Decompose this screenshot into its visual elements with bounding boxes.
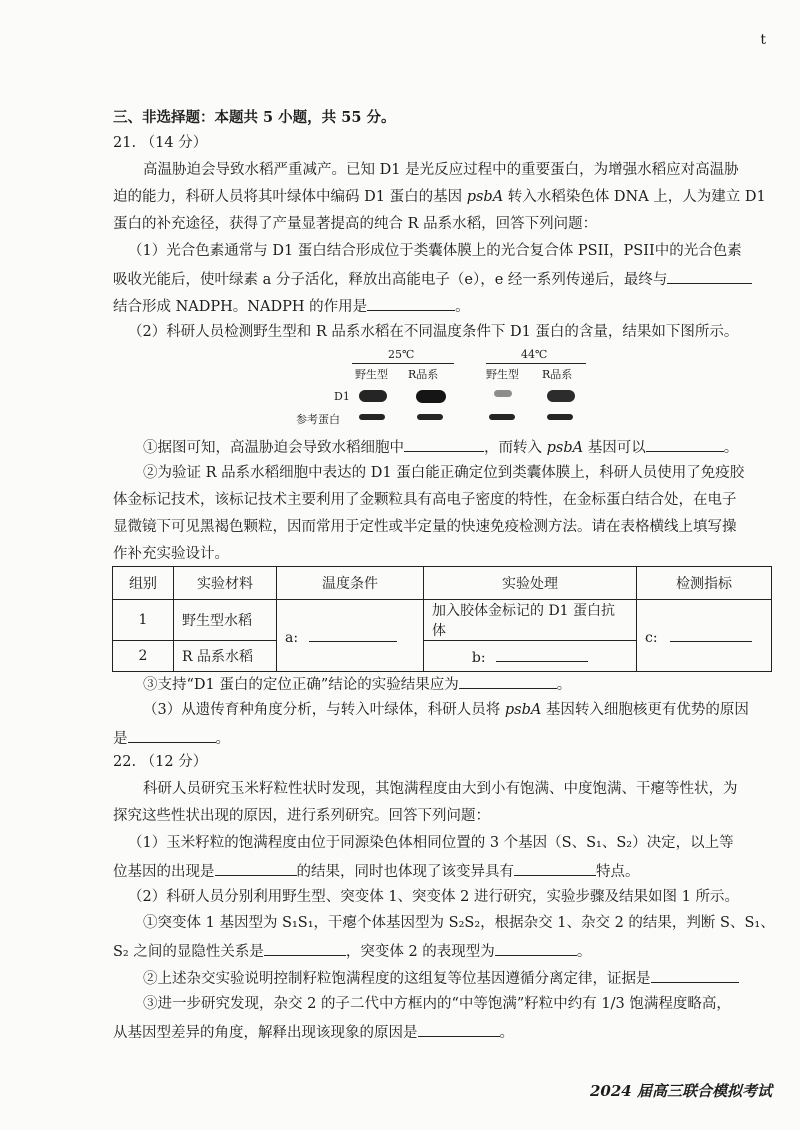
text-run: 作补充实验设计。 <box>113 546 229 562</box>
text-run: （3）从遗传育种角度分析，与转入叶绿体，科研人员将 <box>143 702 505 718</box>
text-line <box>128 887 739 907</box>
text-line <box>143 463 744 483</box>
text-line <box>128 322 738 342</box>
d1-band <box>359 390 388 402</box>
text-run: 21. （14 分） <box>113 135 208 151</box>
text-run: 高温胁迫会导致水稻严重减产。已知 D1 是光反应过程中的重要蛋白，为增强水稻应对高温胁 <box>143 162 739 178</box>
text-line <box>113 1021 514 1043</box>
text-line <box>113 133 207 153</box>
text-run: 。 <box>455 299 470 315</box>
text-run: 。 <box>576 944 592 960</box>
text-run: 体金标记技术，该标记技术主要利用了金颗粒具有高电子密度的特性，在金标蛋白结合处，在电子 <box>113 492 737 508</box>
text-run: 从基因型差异的角度，解释出现该现象的原因是 <box>113 1025 418 1041</box>
reference-band <box>359 414 386 420</box>
answer-blank[interactable] <box>128 727 216 743</box>
text-run: （2）科研人员检测野生型和 R 品系水稻在不同温度条件下 D1 蛋白的含量，结果如下图所示。 <box>128 324 739 340</box>
cell-temperature <box>277 600 424 672</box>
exam-footer: 2024 届高三联合模拟考试 <box>590 1082 772 1100</box>
text-line <box>113 940 591 962</box>
text-line <box>113 187 766 207</box>
answer-blank[interactable] <box>496 646 588 662</box>
text-run: 是 <box>113 731 128 747</box>
d1-band <box>416 390 446 403</box>
d1-band <box>494 390 512 397</box>
row-label-d1: D1 <box>334 390 350 403</box>
text-run: 蛋白的补充途径，获得了产量显著提高的纯合 R 品系水稻，回答下列问题： <box>113 216 598 232</box>
answer-blank[interactable] <box>309 626 397 642</box>
cell-group: 2 <box>113 641 174 672</box>
text-run: （2）科研人员分别利用野生型、突变体 1、突变体 2 进行研究，实验步骤及结果如图 1 所示。 <box>128 889 739 905</box>
text-line <box>128 833 734 853</box>
text-line <box>113 806 490 826</box>
text-run: 。 <box>556 677 572 693</box>
reference-band <box>417 414 444 420</box>
answer-blank[interactable] <box>459 673 557 689</box>
text-run: 探究这些性状出现的原因，进行系列研究。回答下列问题： <box>113 808 490 824</box>
cell-treatment: 加入胶体金标记的 D1 蛋白抗体 <box>424 600 637 641</box>
text-line <box>113 544 229 564</box>
text-line <box>143 436 738 458</box>
temp-rule-25 <box>352 363 454 364</box>
header-indicator: 检测指标 <box>637 567 772 600</box>
text-run: ，而转入 <box>484 440 547 456</box>
text-run: 22. （12 分） <box>113 754 208 770</box>
lane-label: 野生型 <box>355 368 388 381</box>
text-line <box>113 214 597 234</box>
text-line <box>143 913 775 933</box>
answer-blank[interactable] <box>646 436 724 452</box>
header-group: 组别 <box>113 567 174 600</box>
text-run: 。 <box>499 1025 514 1041</box>
reference-band <box>489 414 516 420</box>
text-run: 。 <box>723 440 739 456</box>
answer-blank[interactable] <box>215 860 297 876</box>
answer-blank[interactable] <box>418 1021 500 1037</box>
text-run: 结合形成 NADPH。NADPH 的作用是 <box>113 299 368 315</box>
text-line <box>113 517 737 537</box>
text-run: （1）玉米籽粒的饱满程度由位于同源染色体相同位置的 3 个基因（S、S₁、S₂）决定，以上等 <box>128 835 734 851</box>
temp-rule-44 <box>486 363 586 364</box>
text-run: S₂ 之间的显隐性关系是 <box>113 944 264 960</box>
text-run: psbA <box>466 189 504 205</box>
text-line <box>143 160 739 180</box>
text-run: 。 <box>215 731 230 747</box>
text-line <box>113 490 737 510</box>
text-run: 的结果，同时也体现了该变异具有 <box>296 864 514 880</box>
text-line <box>113 860 640 882</box>
text-run: 转入水稻染色体 DNA 上，人为建立 D1 <box>503 189 766 205</box>
header-material: 实验材料 <box>174 567 277 600</box>
text-run: ①据图可知，高温胁迫会导致水稻细胞中 <box>143 440 404 456</box>
text-line <box>143 779 738 799</box>
cell-group: 1 <box>113 600 174 641</box>
treatment-blank-label: b: <box>471 650 486 666</box>
text-run: 科研人员研究玉米籽粒性状时发现，其饱满程度由大到小有饱满、中度饱满、干瘪等性状，为 <box>143 781 738 797</box>
lane-label: R品系 <box>542 368 573 381</box>
text-line <box>143 994 731 1014</box>
text-line <box>113 752 207 772</box>
answer-blank[interactable] <box>404 436 484 452</box>
text-run: ①突变体 1 基因型为 S₁S₁，干瘪个体基因型为 S₂S₂，根据杂交 1、杂交 2 的结果，判断 S、S₁、 <box>143 915 775 931</box>
experiment-table <box>112 566 772 672</box>
text-line <box>143 967 739 989</box>
lane-label: R品系 <box>408 368 439 381</box>
gel-blot-figure <box>296 348 600 428</box>
corner-mark: t <box>760 32 766 48</box>
text-run: ，突变体 2 的表现型为 <box>345 944 495 960</box>
text-run: 迫的能力，科研人员将其叶绿体中编码 D1 蛋白的基因 <box>113 189 467 205</box>
answer-blank[interactable] <box>514 860 596 876</box>
row-label-reference: 参考蛋白 <box>296 413 340 426</box>
text-run: 位基因的出现是 <box>113 864 215 880</box>
lane-label: 野生型 <box>486 368 519 381</box>
text-line <box>143 700 749 720</box>
text-line <box>113 295 470 317</box>
cell-material: R 品系水稻 <box>174 641 277 672</box>
detect-blank-label: c: <box>645 629 658 646</box>
header-treatment: 实验处理 <box>424 567 637 600</box>
text-run: 基因可以 <box>583 440 646 456</box>
text-run: ②上述杂交实验说明控制籽粒饱满程度的这组复等位基因遵循分离定律，证据是 <box>143 971 651 987</box>
cell-indicator <box>637 600 772 672</box>
answer-blank[interactable] <box>367 295 455 311</box>
text-run: ③支持“D1 蛋白的定位正确”结论的实验结果应为 <box>143 677 459 693</box>
text-run: 基因转入细胞核更有优势的原因 <box>541 702 749 718</box>
text-line <box>128 241 742 261</box>
text-run: 吸收光能后，使叶绿素 a 分子活化，释放出高能电子（e），e 经一系列传递后，最终与 <box>113 272 668 288</box>
header-temperature: 温度条件 <box>277 567 424 600</box>
text-run: ③进一步研究发现，杂交 2 的子二代中方框内的“中等饱满”籽粒中约有 1/3 饱满程度略高， <box>143 996 731 1012</box>
text-run: psbA <box>504 702 542 718</box>
text-run: 显微镜下可见黑褐色颗粒，因而常用于定性或半定量的快速免疫检测方法。请在表格横线上填写操 <box>113 519 737 535</box>
text-run: 三、非选择题：本题共 5 小题，共 55 分。 <box>113 109 396 126</box>
text-line <box>143 673 571 695</box>
temp-blank-label: a: <box>285 629 299 646</box>
text-run: ②为验证 R 品系水稻细胞中表达的 D1 蛋白能正确定位到类囊体膜上，科研人员使用了免疫胶 <box>143 465 745 481</box>
d1-band <box>547 390 575 402</box>
answer-blank[interactable] <box>670 626 752 642</box>
cell-material: 野生型水稻 <box>174 600 277 641</box>
text-line <box>113 727 230 749</box>
text-run: （1）光合色素通常与 D1 蛋白结合形成位于类囊体膜上的光合复合体 PSII，PSII中的光合色素 <box>128 243 742 259</box>
cell-treatment <box>424 641 637 672</box>
text-line <box>113 108 395 128</box>
text-run: psbA <box>546 440 584 456</box>
answer-blank[interactable] <box>264 940 346 956</box>
answer-blank[interactable] <box>495 940 577 956</box>
text-line <box>113 268 752 290</box>
temp-label-44: 44℃ <box>521 348 548 361</box>
temp-label-25: 25℃ <box>388 348 415 361</box>
answer-blank[interactable] <box>667 268 752 284</box>
reference-band <box>547 414 574 420</box>
text-run: 特点。 <box>596 864 640 880</box>
answer-blank[interactable] <box>651 967 739 983</box>
